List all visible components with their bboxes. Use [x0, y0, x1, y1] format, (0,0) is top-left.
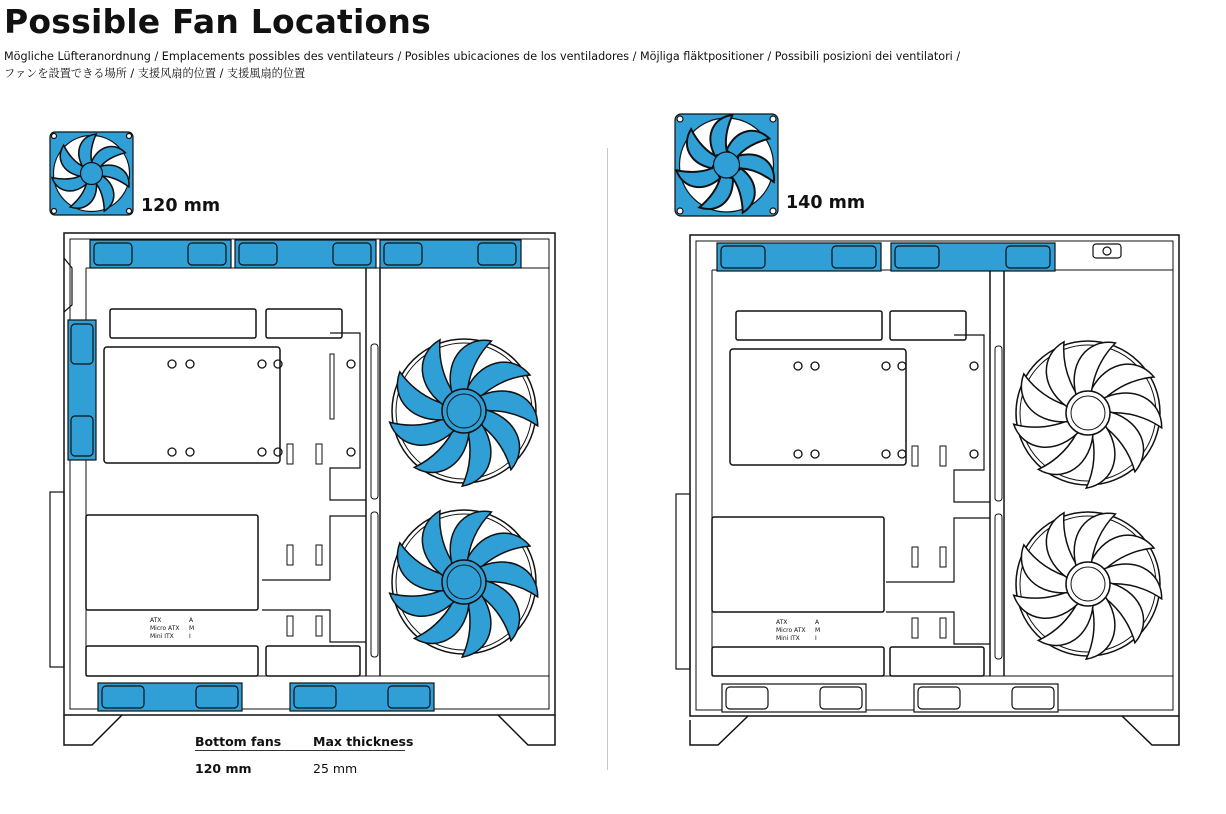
svg-text:Mini ITX: Mini ITX — [776, 635, 800, 642]
svg-text:ATX: ATX — [776, 619, 788, 626]
fan-icon-120mm — [49, 130, 133, 215]
bottom-fans-right-outline — [722, 684, 1058, 712]
subtitle-translations: Mögliche Lüfteranordnung / Emplacements possibles des ventilateurs / Posibles ubicaciones de los ventiladores / Möjliga fläktpositioner / Possibili posizioni dei ventilatori / — [4, 50, 961, 63]
fan-size-label-120: 120 mm — [141, 196, 221, 216]
svg-text:Micro ATX: Micro ATX — [150, 625, 180, 632]
top-fans-left — [90, 240, 521, 268]
svg-text:I: I — [815, 635, 817, 642]
case-drawing-right — [676, 235, 1179, 745]
top-fans-right — [717, 243, 1055, 271]
center-divider — [607, 148, 608, 770]
svg-text:A: A — [815, 619, 820, 626]
svg-text:M: M — [189, 625, 195, 632]
side-fans-right-outline — [1009, 333, 1170, 665]
page-title: Possible Fan Locations — [4, 2, 431, 41]
rear-fan-left — [68, 320, 96, 460]
bottom-fans-left — [98, 683, 434, 711]
side-fans-left — [385, 331, 546, 663]
fan-size-label-140: 140 mm — [786, 193, 866, 213]
form-factor-legend-left — [150, 617, 194, 640]
table-value-max-thickness: 25 mm — [313, 761, 358, 776]
table-header-max-thickness: Max thickness — [313, 734, 414, 749]
table-header-bottom-fans: Bottom fans — [195, 734, 282, 749]
svg-text:I: I — [189, 633, 191, 640]
form-factor-legend-right — [776, 619, 820, 642]
case-drawing-left — [50, 233, 555, 745]
fan-icon-140mm — [673, 110, 780, 216]
svg-text:M: M — [815, 627, 821, 634]
table-rule — [195, 750, 405, 751]
table-value-bottom-fans: 120 mm — [195, 761, 252, 776]
svg-text:A: A — [189, 617, 194, 624]
svg-text:Micro ATX: Micro ATX — [776, 627, 806, 634]
svg-text:Mini ITX: Mini ITX — [150, 633, 174, 640]
subtitle-translations-asian: ファンを設置できる場所 / 支援风扇的位置 / 支援風扇的位置 — [4, 67, 306, 80]
svg-text:ATX: ATX — [150, 617, 162, 624]
